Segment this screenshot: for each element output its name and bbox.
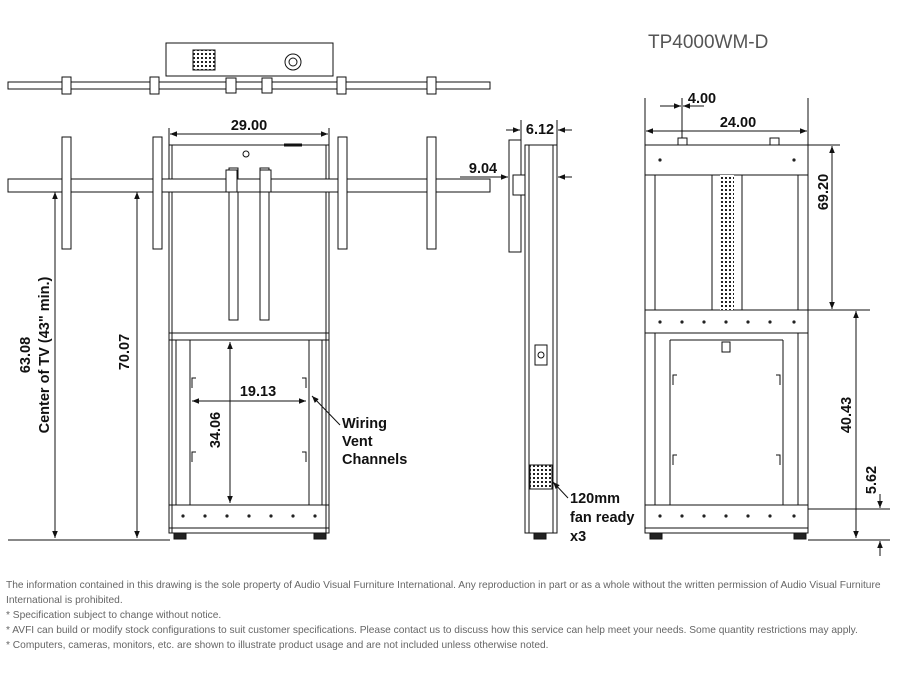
fan-vent-icon [193,50,215,70]
wiring-label-line-3: Channels [342,452,408,468]
top-view [8,43,490,94]
side-view [509,140,557,539]
side-fan-vent-icon [530,465,552,489]
mount-depth-label: 9.04 [468,161,498,177]
rear-upper-height-label: 69.20 [816,173,832,211]
drawing-title: TP4000WM-D [648,32,769,53]
side-knob-icon [535,345,547,365]
fan-label-line-2: fan ready [570,510,635,526]
disclaimer-spec-change: * Specification subject to change without notice. [6,610,222,621]
disclaimer-equipment: * Computers, cameras, monitors, etc. are shown to illustrate product usage and are not included unless otherwise noted. [6,640,549,651]
disclaimer-ownership: The information contained in this drawing is the sole property of Audio Visual Furniture International. Any reproduction in part or as a whole without the written permission of Audio Visual Furniture International is prohibited. [6,580,881,606]
top-view-mount-bar [8,82,490,89]
front-view [8,137,490,539]
rear-width-label: 24.00 [719,115,757,131]
front-width-label: 29.00 [230,118,268,134]
dimension-lines [8,98,890,556]
wiring-label-line-1: Wiring [342,416,387,432]
front-frame [169,145,329,533]
disclaimer-custom: * AVFI can build or modify stock configurations to suit customer specifications. Please contact us to discuss how this service can help meet your needs. Some quantity restrictions may apply. [6,625,858,636]
rear-lower-height-label: 40.43 [839,396,855,434]
disclaimer-notes [6,578,894,653]
rear-base-height-label: 5.62 [864,465,880,495]
wiring-label-line-2: Vent [342,434,373,450]
fan-label-line-3: x3 [570,529,587,545]
front-mount-bar [8,179,490,192]
front-cabinet [176,340,322,505]
rear-offset-label: 4.00 [687,91,717,107]
top-view-housing [166,43,333,76]
rear-view [645,138,808,539]
cabinet-height-label: 34.06 [208,411,224,449]
fan-label-line-1: 120mm [570,491,620,507]
tv-center-height-label: 63.08 [18,336,34,374]
side-depth-label: 6.12 [525,122,555,138]
cabinet-width-label: 19.13 [239,384,277,400]
front-height-label: 70.07 [117,333,133,371]
tv-center-caption: Center of TV (43" min.) [37,276,53,434]
